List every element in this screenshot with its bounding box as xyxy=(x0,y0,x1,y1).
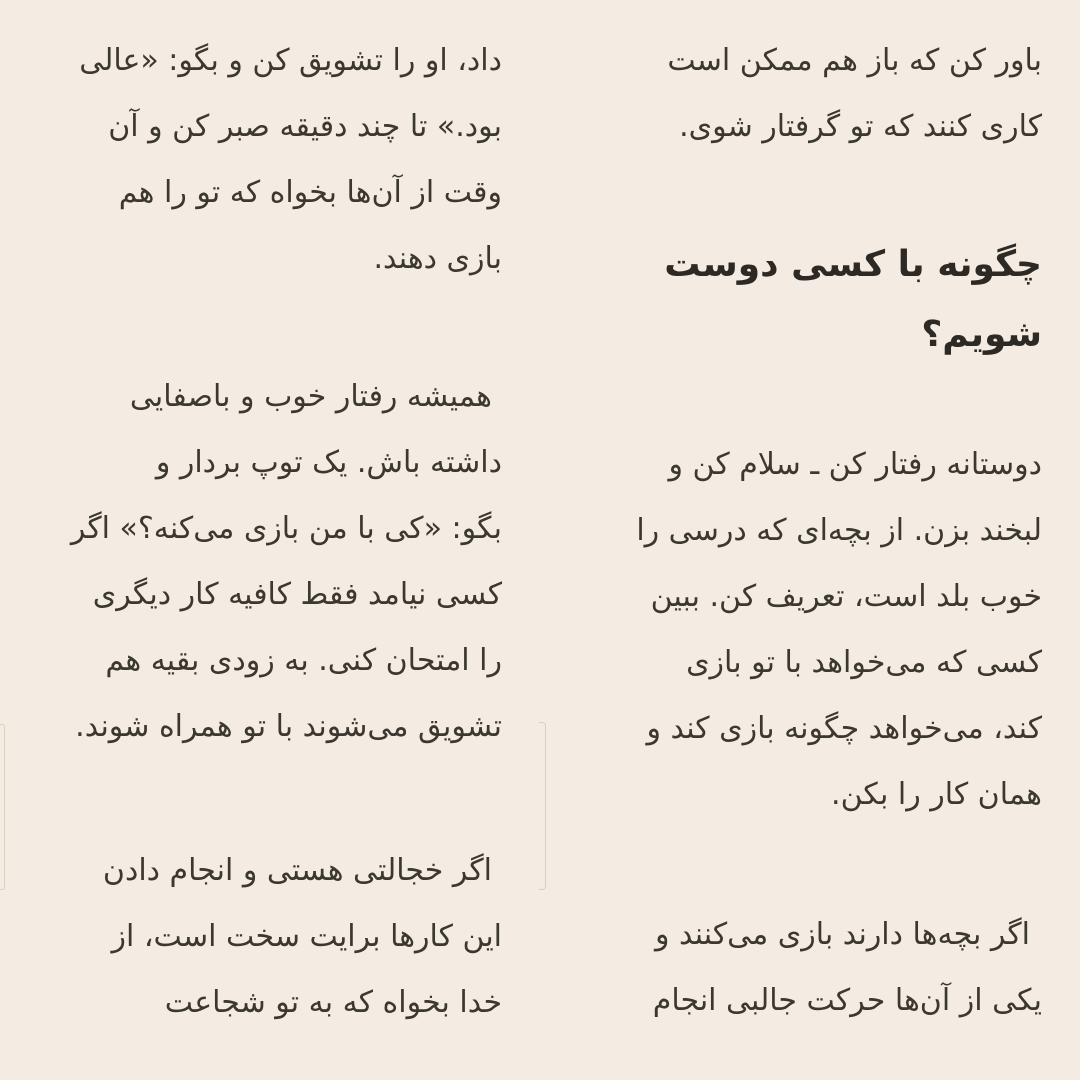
paragraph xyxy=(653,902,1042,1034)
paragraph xyxy=(667,28,1042,160)
text-line: همیشه رفتار خوب و باصفایی xyxy=(129,379,492,414)
text-line: اگر بچه‌ها دارند بازی می‌کنند و xyxy=(654,917,1030,952)
text-line: دوستانه رفتار کن ـ سلام کن و xyxy=(668,447,1042,482)
text-line: همان کار را بکن. xyxy=(831,777,1042,812)
text-line: بگو: «کی با من بازی می‌کنه؟» اگر xyxy=(70,511,502,546)
text-line: اگر خجالتی هستی و انجام دادن xyxy=(102,853,492,888)
text-line: تشویق می‌شوند با تو همراه شوند. xyxy=(75,709,502,744)
text-line: بود.» تا چند دقیقه صبر کن و آن xyxy=(108,109,502,144)
text-line: کسی که می‌خواهد با تو بازی xyxy=(686,645,1042,680)
text-line: داشته باش. یک توپ بردار و xyxy=(155,445,502,480)
text-line: کند، می‌خواهد چگونه بازی کند و xyxy=(646,711,1042,746)
paragraph xyxy=(79,28,502,292)
paragraph xyxy=(636,432,1042,828)
text-line: داد، او را تشویق کن و بگو: «عالی xyxy=(79,43,502,78)
section-heading xyxy=(664,230,1042,370)
text-line: را امتحان کنی. به زودی بقیه هم xyxy=(105,643,502,678)
text-line: خوب بلد است، تعریف کن. ببین xyxy=(650,579,1042,614)
text-line: یکی از آن‌ها حرکت جالبی انجام xyxy=(652,983,1042,1018)
text-line: خدا بخواه که به تو شجاعت xyxy=(164,985,502,1020)
heading-line: شویم؟ xyxy=(921,314,1042,355)
page-edge-mark xyxy=(0,724,5,890)
text-line: بازی دهند. xyxy=(373,241,502,276)
paragraph xyxy=(71,364,502,760)
paragraph xyxy=(103,838,502,1036)
text-line: باور کن که باز هم ممکن است xyxy=(667,43,1042,78)
text-line: کسی نیامد فقط کافیه کار دیگری xyxy=(92,577,502,612)
text-line: وقت از آن‌ها بخواه که تو را هم xyxy=(118,175,502,210)
text-line: این کارها برایت سخت است، از xyxy=(111,919,502,954)
heading-line: چگونه با کسی دوست xyxy=(664,244,1042,285)
column-gutter-mark xyxy=(539,722,546,890)
text-line: لبخند بزن. از بچه‌ای که درسی را xyxy=(636,513,1042,548)
text-line: کاری کنند که تو گرفتار شوی. xyxy=(679,109,1042,144)
